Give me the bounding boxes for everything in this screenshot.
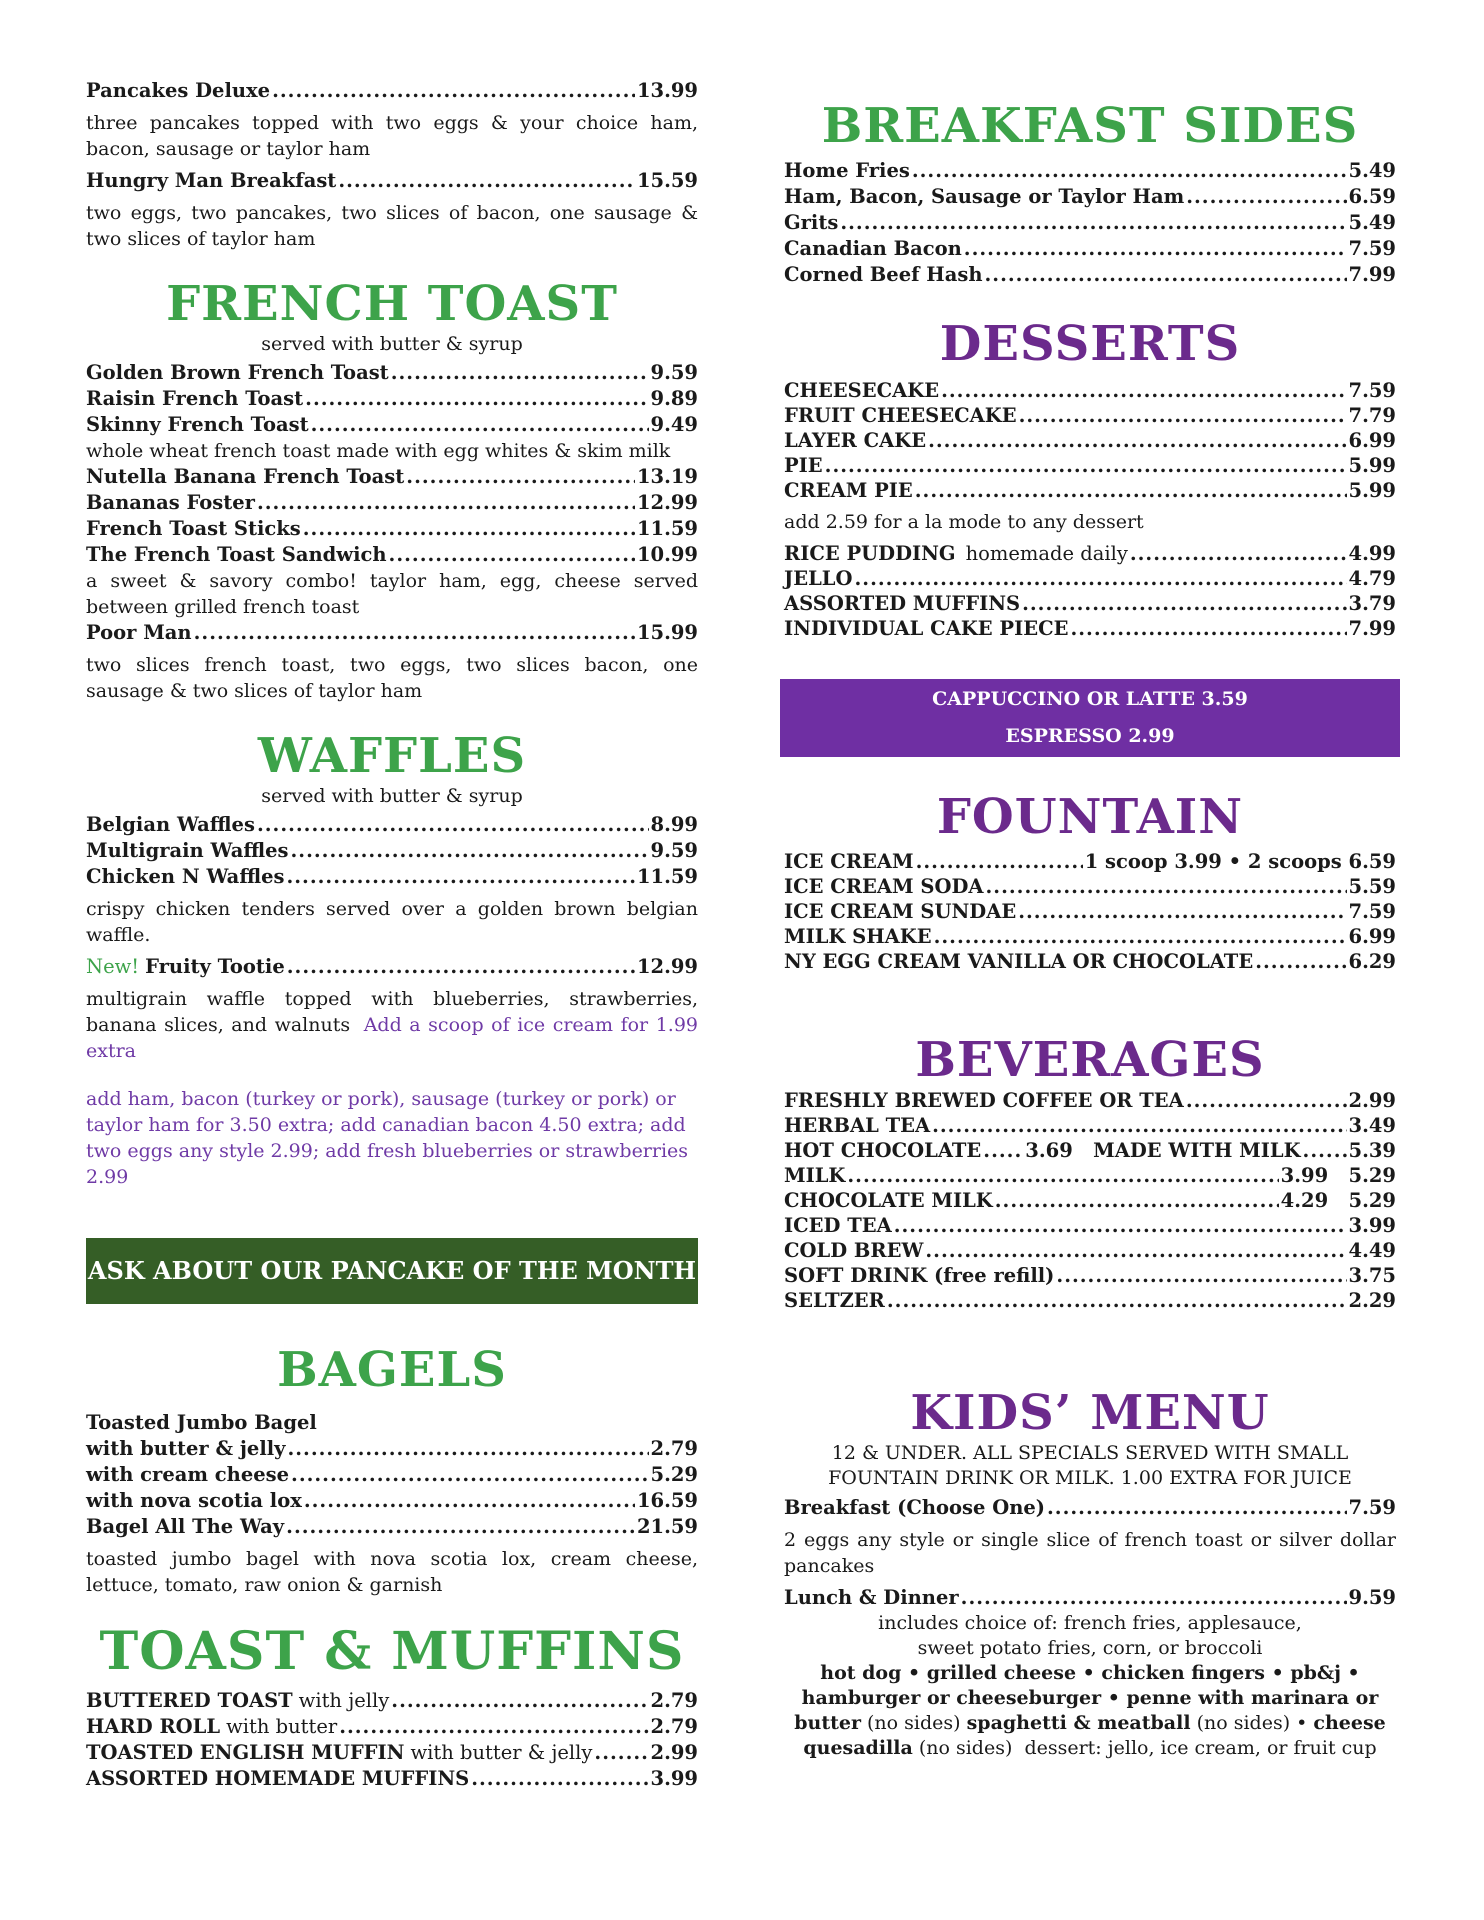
item-price: 5.29 — [650, 1463, 698, 1486]
section-subtitle: served with butter & syrup — [261, 333, 523, 355]
item-price: 7.99 — [1348, 263, 1396, 286]
leader-dots — [1130, 541, 1347, 566]
leader-dots — [985, 262, 1347, 288]
menu-item — [86, 1714, 698, 1740]
menu-item — [784, 378, 1396, 403]
leader-dots — [303, 516, 635, 542]
menu-item — [784, 236, 1396, 262]
kids-option: spaghetti & meatball — [966, 1712, 1191, 1734]
kids-option-note: (no sides) • — [1190, 1712, 1314, 1734]
menu-item — [784, 428, 1396, 453]
item-name: Poor Man — [86, 621, 192, 644]
item-name: ICE CREAM SUNDAE — [784, 900, 1017, 923]
item-name: COLD BREW — [784, 1239, 924, 1262]
leader-dots — [840, 210, 1346, 236]
item-price: 5.59 — [1348, 875, 1396, 898]
leader-dots — [391, 360, 649, 386]
leader-dots — [406, 464, 635, 490]
item-name: Corned Beef Hash — [784, 263, 983, 286]
item-note: homemade daily — [965, 542, 1128, 565]
menu-item — [86, 1436, 698, 1462]
item-note: with butter & jelly — [410, 1741, 593, 1764]
menu-item — [784, 566, 1396, 591]
item-price: 3.99 5.29 — [1280, 1164, 1396, 1187]
right-column — [784, 98, 1396, 1761]
leader-dots — [391, 1688, 648, 1714]
item-name: Multigrain Waffles — [86, 839, 289, 862]
item-name: ASSORTED HOMEMADE MUFFINS — [86, 1767, 470, 1790]
leader-dots — [305, 386, 648, 412]
item-name: FRUIT CHEESECAKE — [784, 404, 1017, 427]
menu-item-kids-breakfast — [784, 1495, 1396, 1521]
item-price: 3.99 — [650, 1767, 698, 1790]
waffle-addons: add ham, bacon (turkey or pork), sausage (turkey or pork) or taylor ham for 3.50 extra; add canadian bacon 4.50 extra; add two eggs any style 2.99; add fresh blueberries or strawberries 2.99 — [86, 1088, 689, 1188]
leader-dots — [286, 864, 634, 890]
leader-dots — [1047, 1495, 1346, 1521]
item-price: 21.59 — [636, 1515, 698, 1538]
item-name: Grits — [784, 211, 839, 234]
menu-item — [784, 262, 1396, 288]
item-price: 3.75 — [1348, 1264, 1396, 1287]
leader-dots — [471, 1766, 648, 1792]
leader-dots — [1186, 1088, 1347, 1113]
item-name: MILK — [784, 1164, 846, 1187]
item-name: MILK SHAKE — [784, 925, 932, 948]
item-note: with butter — [226, 1715, 338, 1738]
item-name: JELLO — [784, 567, 853, 590]
menu-item — [86, 412, 698, 438]
menu-item — [784, 924, 1396, 949]
leader-dots — [1056, 1263, 1346, 1288]
item-price: 2.99 — [650, 1741, 698, 1764]
item-description: a sweet & savory combo! taylor ham, egg, cheese served between grilled french toast — [86, 570, 698, 618]
menu-item — [86, 1462, 698, 1488]
item-description: three pancakes topped with two eggs & your choice ham, bacon, sausage or taylor ham — [86, 112, 698, 160]
leader-dots — [915, 478, 1347, 503]
leader-dots — [257, 490, 635, 516]
item-name: ICE CREAM — [784, 850, 914, 873]
leader-dots — [594, 1740, 648, 1766]
coffee-banner-line: ESPRESSO 2.99 — [1005, 725, 1175, 747]
leader-dots — [855, 566, 1347, 591]
item-name: Ham, Bacon, Sausage or Taylor Ham — [784, 185, 1185, 208]
section-title-waffles: WAFFLES — [257, 728, 527, 784]
item-name: PIE — [784, 454, 823, 477]
item-price: 15.99 — [636, 621, 698, 644]
item-price: 6.99 — [1348, 925, 1396, 948]
item-mid: 3.69 MADE WITH MILK — [1025, 1139, 1301, 1162]
kids-options — [784, 1711, 1396, 1736]
item-name: Pancakes Deluxe — [86, 79, 271, 102]
item-price: 7.59 — [1348, 900, 1396, 923]
coffee-banner-line: CAPPUCCINO OR LATTE 3.59 — [932, 688, 1248, 710]
menu-item — [784, 1263, 1396, 1288]
kids-option: butter — [794, 1712, 861, 1734]
item-price: 6.99 — [1348, 429, 1396, 452]
item-name: The French Toast Sandwich — [86, 543, 387, 566]
leader-dots — [983, 1138, 1023, 1163]
kids-option: cheese — [1313, 1712, 1386, 1734]
item-price: 4.29 5.29 — [1280, 1189, 1396, 1212]
leader-dots — [916, 849, 1083, 874]
menu-item-kids-lunch — [784, 1585, 1396, 1611]
new-badge: New! — [86, 955, 140, 978]
kids-option-note: (no sides) dessert: jello, ice cream, or fruit cup — [912, 1737, 1377, 1759]
item-price: 7.59 — [1348, 1496, 1396, 1519]
item-name: HERBAL TEA — [784, 1114, 931, 1137]
leader-dots — [1255, 949, 1346, 974]
leader-dots — [986, 874, 1347, 899]
item-name: NY EGG CREAM VANILLA OR CHOCOLATE — [784, 950, 1254, 973]
leader-dots — [941, 378, 1346, 403]
item-price: 12.99 — [636, 955, 698, 978]
leader-dots — [1186, 184, 1346, 210]
menu-item — [86, 838, 698, 864]
item-price: 9.49 — [650, 413, 698, 436]
section-title-toast-muffins: TOAST & MUFFINS — [99, 1621, 685, 1682]
item-name: Hungry Man Breakfast — [86, 169, 337, 192]
item-name: SOFT DRINK (free refill) — [784, 1264, 1055, 1287]
item-price: 4.79 — [1348, 567, 1396, 590]
item-price: 6.59 — [1348, 185, 1396, 208]
leader-dots — [1019, 403, 1347, 428]
menu-item — [784, 1188, 1396, 1213]
menu-item — [86, 812, 698, 838]
menu-item — [86, 1766, 698, 1792]
section-title-kids-menu: KIDS’ MENU — [910, 1385, 1270, 1441]
item-name: with nova scotia lox — [86, 1489, 302, 1512]
leader-dots — [272, 78, 635, 104]
item-price: 3.99 — [1348, 1214, 1396, 1237]
item-description: 2 eggs any style or single slice of french toast or silver dollar pancakes — [784, 1529, 1396, 1577]
section-title-fountain: FOUNTAIN — [936, 789, 1244, 845]
item-name: Raisin French Toast — [86, 387, 304, 410]
item-name: ICED TEA — [784, 1214, 892, 1237]
menu-item — [784, 949, 1396, 974]
menu-item-fruity-tootie — [86, 954, 698, 980]
menu-item — [86, 864, 698, 890]
item-description: crispy chicken tenders served over a golden brown belgian waffle. — [86, 898, 698, 946]
leader-dots — [847, 1163, 1278, 1188]
leader-dots — [287, 1436, 648, 1462]
menu-item — [86, 542, 698, 568]
menu-item — [784, 453, 1396, 478]
item-name: INDIVIDUAL CAKE PIECE — [784, 617, 1069, 640]
item-price: 9.59 — [650, 361, 698, 384]
section-title-bagels: BAGELS — [277, 1342, 507, 1398]
leader-dots — [1303, 1138, 1347, 1163]
kids-options: hamburger or cheeseburger • penne with marinara or — [801, 1687, 1379, 1709]
leader-dots — [338, 168, 635, 194]
item-price: 11.59 — [636, 517, 698, 540]
item-description: toasted jumbo bagel with nova scotia lox, cream cheese, lettuce, tomato, raw onion & garnish — [86, 1548, 698, 1596]
menu-item — [784, 1213, 1396, 1238]
leader-dots — [1070, 616, 1346, 641]
leader-dots — [964, 236, 1347, 262]
menu-item — [784, 478, 1396, 503]
item-name: ICE CREAM SODA — [784, 875, 984, 898]
menu-item — [784, 1163, 1396, 1188]
item-price: 2.79 — [650, 1715, 698, 1738]
item-price: 6.29 — [1348, 950, 1396, 973]
section-subtitle: served with butter & syrup — [261, 785, 523, 807]
item-name: Golden Brown French Toast — [86, 361, 389, 384]
menu-item — [784, 1288, 1396, 1313]
item-price: 7.59 — [1348, 379, 1396, 402]
item-name: Breakfast (Choose One) — [784, 1496, 1046, 1519]
item-price: 9.59 — [650, 839, 698, 862]
section-title-desserts: DESSERTS — [939, 316, 1241, 372]
left-column — [86, 78, 698, 1792]
item-name: French Toast Sticks — [86, 517, 301, 540]
coffee-banner — [780, 679, 1400, 757]
item-name: Canadian Bacon — [784, 237, 962, 260]
menu-item — [784, 591, 1396, 616]
kids-option: quesadilla — [803, 1737, 913, 1759]
fruity-extra: Add a scoop of ice cream for 1.99 extra — [86, 1014, 698, 1062]
menu-item — [784, 874, 1396, 899]
item-name: HARD ROLL — [86, 1715, 221, 1738]
item-name: Skinny French Toast — [86, 413, 309, 436]
item-name: Nutella Banana French Toast — [86, 465, 405, 488]
item-name: ASSORTED MUFFINS — [784, 592, 1021, 615]
leader-dots — [894, 1213, 1347, 1238]
item-name: BUTTERED TOAST — [86, 1689, 293, 1712]
menu-item — [784, 210, 1396, 236]
kids-options: hot dog • grilled cheese • chicken fingers • pb&j • — [820, 1662, 1360, 1684]
leader-dots — [304, 1488, 635, 1514]
item-name: Lunch & Dinner — [784, 1586, 959, 1609]
menu-item — [784, 1238, 1396, 1263]
menu-item — [86, 1688, 698, 1714]
leader-dots — [925, 1238, 1346, 1263]
item-price: 11.59 — [636, 865, 698, 888]
item-name: SELTZER — [784, 1289, 885, 1312]
fruity-desc: multigrain waffle topped with blueberries, strawberries, banana slices, and walnuts — [86, 988, 698, 1036]
item-price: 4.49 — [1348, 1239, 1396, 1262]
item-name: CHOCOLATE MILK — [784, 1189, 993, 1212]
leader-dots — [928, 428, 1346, 453]
item-name: Toasted Jumbo Bagel — [86, 1411, 317, 1434]
kids-options — [784, 1736, 1396, 1761]
menu-item — [86, 1488, 698, 1514]
menu-item — [784, 849, 1396, 874]
menu-item-poor-man — [86, 620, 698, 646]
menu-item — [784, 541, 1396, 566]
kids-lunch-note: includes choice of: french fries, applesauce, — [878, 1612, 1302, 1634]
leader-dots — [389, 542, 635, 568]
item-description — [86, 986, 698, 1064]
leader-dots — [291, 1462, 648, 1488]
kids-intro: 12 & UNDER. ALL SPECIALS SERVED WITH SMALL — [831, 1442, 1349, 1464]
item-name: HOT CHOCOLATE — [784, 1139, 982, 1162]
item-description: whole wheat french toast made with egg whites & skim milk — [86, 440, 671, 462]
menu-item — [784, 1088, 1396, 1113]
item-price: 15.59 — [636, 169, 698, 192]
item-price: 5.99 — [1348, 454, 1396, 477]
item-price: 13.19 — [636, 465, 698, 488]
section-title-beverages: BEVERAGES — [915, 1032, 1265, 1088]
item-name: with butter & jelly — [86, 1437, 286, 1460]
item-price: 7.59 — [1348, 237, 1396, 260]
menu-item — [86, 1514, 698, 1540]
item-name: CREAM PIE — [784, 479, 913, 502]
item-price: 10.99 — [636, 543, 698, 566]
item-description: two slices french toast, two eggs, two slices bacon, one sausage & two slices of taylor ham — [86, 654, 698, 702]
dessert-note: add 2.59 for a la mode to any dessert — [784, 511, 1144, 533]
menu-item — [86, 516, 698, 542]
item-price: 9.59 — [1348, 1586, 1396, 1609]
menu-item — [784, 616, 1396, 641]
item-name: Bananas Foster — [86, 491, 255, 514]
item-price: 3.49 — [1348, 1114, 1396, 1137]
item-price: 2.79 — [650, 1437, 698, 1460]
menu-item-pancakes-deluxe — [86, 78, 698, 104]
item-price: 8.99 — [650, 813, 698, 836]
menu-item — [784, 1113, 1396, 1138]
leader-dots — [287, 954, 635, 980]
item-name: Chicken N Waffles — [86, 865, 285, 888]
item-name: with cream cheese — [86, 1463, 290, 1486]
leader-dots — [995, 1188, 1279, 1213]
leader-dots — [932, 1113, 1346, 1138]
item-note: with jelly — [298, 1689, 390, 1712]
item-price: 16.59 — [636, 1489, 698, 1512]
item-price: 5.39 — [1348, 1139, 1396, 1162]
item-name: TOASTED ENGLISH MUFFIN — [86, 1741, 405, 1764]
item-price: 9.89 — [650, 387, 698, 410]
item-price: 12.99 — [636, 491, 698, 514]
item-price: 1 scoop 3.99 • 2 scoops 6.59 — [1084, 850, 1396, 873]
leader-dots — [291, 838, 649, 864]
section-title-breakfast-sides: BREAKFAST SIDES — [821, 98, 1359, 154]
item-description: two eggs, two pancakes, two slices of bacon, one sausage & two slices of taylor ham — [86, 202, 698, 250]
leader-dots — [286, 1514, 635, 1540]
pancake-of-month-banner: ASK ABOUT OUR PANCAKE OF THE MONTH — [86, 1238, 698, 1304]
leader-dots — [311, 412, 649, 438]
item-price: 2.99 — [1348, 1089, 1396, 1112]
kids-option-note: (no sides) — [860, 1712, 967, 1734]
menu-item-hungry-man — [86, 168, 698, 194]
kids-lunch-note: sweet potato fries, corn, or broccoli — [917, 1637, 1263, 1659]
leader-dots — [912, 158, 1347, 184]
section-title-french-toast: FRENCH TOAST — [166, 276, 618, 332]
item-price: 4.99 — [1348, 542, 1396, 565]
leader-dots — [961, 1585, 1347, 1611]
item-price: 5.99 — [1348, 479, 1396, 502]
menu-item — [784, 184, 1396, 210]
item-name: Belgian Waffles — [86, 813, 255, 836]
item-name: Fruity Tootie — [145, 955, 285, 978]
leader-dots — [1018, 899, 1346, 924]
item-name: LAYER CAKE — [784, 429, 927, 452]
kids-intro: FOUNTAIN DRINK OR MILK. 1.00 EXTRA FOR JUICE — [828, 1467, 1352, 1489]
item-name: FRESHLY BREWED COFFEE OR TEA — [784, 1089, 1184, 1112]
menu-item — [86, 464, 698, 490]
menu-item — [86, 360, 698, 386]
menu-item — [784, 1138, 1396, 1163]
leader-dots — [257, 812, 649, 838]
leader-dots — [825, 453, 1347, 478]
item-name: Bagel All The Way — [86, 1515, 285, 1538]
menu-item — [784, 158, 1396, 184]
item-name: RICE PUDDING — [784, 542, 956, 565]
item-price: 13.99 — [636, 79, 698, 102]
leader-dots — [887, 1288, 1347, 1313]
item-name: CHEESECAKE — [784, 379, 940, 402]
menu-item — [86, 490, 698, 516]
item-price: 2.29 — [1348, 1289, 1396, 1312]
menu-item — [86, 386, 698, 412]
item-price: 2.79 — [650, 1689, 698, 1712]
item-price: 7.79 — [1348, 404, 1396, 427]
item-price: 5.49 — [1348, 211, 1396, 234]
menu-item — [784, 403, 1396, 428]
bagel-header — [86, 1410, 698, 1436]
item-price: 3.79 — [1348, 592, 1396, 615]
item-price: 5.49 — [1348, 159, 1396, 182]
item-price: 7.99 — [1348, 617, 1396, 640]
menu-item — [784, 899, 1396, 924]
leader-dots — [194, 620, 635, 646]
leader-dots — [934, 924, 1347, 949]
leader-dots — [1022, 591, 1346, 616]
leader-dots — [339, 1714, 648, 1740]
item-name: Home Fries — [784, 159, 910, 182]
menu-item — [86, 1740, 698, 1766]
